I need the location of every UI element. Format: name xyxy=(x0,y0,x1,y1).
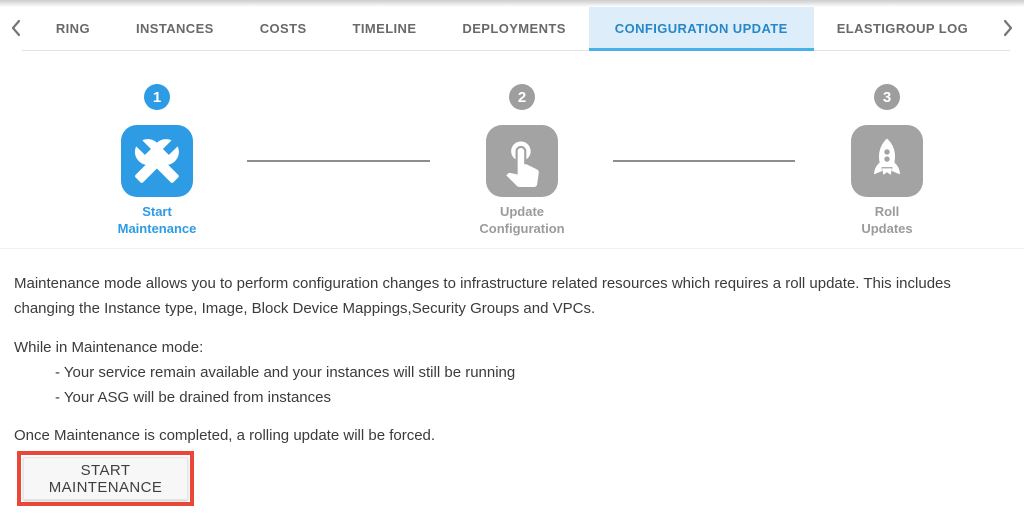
step-label: Update Configuration xyxy=(479,204,565,236)
outro-paragraph: Once Maintenance is completed, a rolling update will be forced. xyxy=(14,427,436,444)
tab-instances[interactable]: INSTANCES xyxy=(135,20,214,36)
tab-costs[interactable]: COSTS xyxy=(259,20,307,36)
step-connector-2 xyxy=(613,160,795,162)
tab-timeline[interactable]: TIMELINE xyxy=(352,20,417,36)
chevron-right-icon[interactable] xyxy=(991,5,1024,51)
chevron-left-icon[interactable] xyxy=(0,5,33,51)
while-heading: While in Maintenance mode: xyxy=(14,339,204,356)
step-start-maintenance xyxy=(77,84,237,237)
step-connector-1 xyxy=(247,160,430,162)
tab-bar xyxy=(0,5,1024,51)
bullet-service-available: - Your service remain available and your instances will still be running xyxy=(55,364,516,381)
maintenance-description xyxy=(14,249,1014,448)
bullet-asg-drained: - Your ASG will be drained from instances xyxy=(55,389,331,406)
red-highlight-annotation xyxy=(17,451,194,506)
tab-deployments[interactable]: DEPLOYMENTS xyxy=(462,20,566,36)
step-label: Roll Updates xyxy=(861,204,913,236)
tab-ring[interactable]: RING xyxy=(55,20,90,36)
step-number-badge: 3 xyxy=(874,84,900,110)
tab-configuration-update[interactable]: CONFIGURATION UPDATE xyxy=(589,5,814,51)
step-update-configuration xyxy=(442,84,602,237)
step-number-badge: 1 xyxy=(144,84,170,110)
tab-elastigroup-log[interactable]: ELASTIGROUP LOG xyxy=(836,20,969,36)
step-roll-updates xyxy=(807,84,967,237)
step-label: Start Maintenance xyxy=(117,204,197,236)
step-number-badge: 2 xyxy=(509,84,535,110)
rocket-icon xyxy=(851,125,923,197)
intro-paragraph: Maintenance mode allows you to perform configuration changes to infrastructure related resources which requires a roll update. This includes changing the Instance type, Image, Block Device Mappings,Security Groups and VPCs. xyxy=(14,275,951,317)
start-maintenance-button[interactable]: START MAINTENANCE xyxy=(23,457,188,500)
stepper xyxy=(0,51,1024,249)
wrench-tools-icon xyxy=(121,125,193,197)
hand-click-icon xyxy=(486,125,558,197)
